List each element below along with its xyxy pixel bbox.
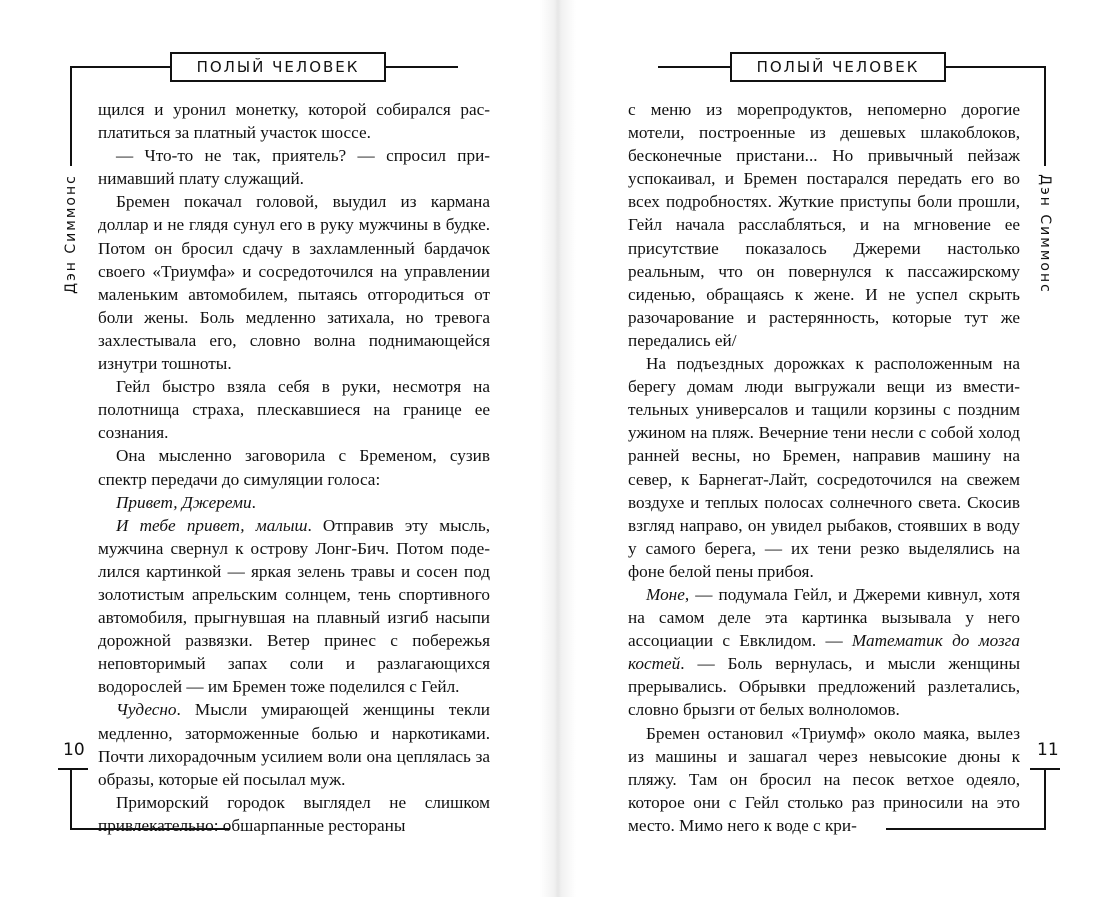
left-body-text	[98, 98, 490, 837]
header-rule-left-end	[386, 66, 458, 68]
header-rule-right-start	[658, 66, 732, 68]
header-rule-left	[70, 66, 170, 68]
italic-thought: Привет, Джереми	[116, 492, 252, 512]
paragraph-text: Бремен остановил «Триумф» около маяка, вылез из машины и зашагал через невысокие дюны к пляжу. Там он бросил на песок ветхое одеяло, которое они с Гейл столько раз приносили на это место. Мимо него к воде с кри-	[628, 723, 1020, 835]
paragraph-text: .	[251, 492, 256, 512]
paragraph-text: щился и уронил монетку, которой собирался расплатиться за платный участок шоссе.	[98, 100, 490, 143]
paragraph	[98, 791, 490, 837]
paragraph	[98, 98, 490, 144]
italic-thought: Математик до мозга костей	[628, 631, 1020, 674]
italic-thought: И тебе привет, малыш	[116, 515, 308, 535]
paragraph	[98, 375, 490, 444]
paragraph-text: , — подумала Гейл, и Джереми кивнул, хотя на самом деле эта картинка вызывала у него ассоциации с Евклидом. —	[628, 584, 1020, 651]
italic-thought: Чудесно	[116, 700, 177, 720]
right-body-text	[628, 98, 1020, 837]
side-rule-right-top	[1044, 66, 1046, 166]
paragraph	[98, 491, 490, 514]
paragraph-text: . — Боль вернулась, и мысли женщины прерывались. Обрывки предложений разлетались, словно брызги от белых волноломов.	[628, 654, 1020, 720]
folio-vertical-right	[1044, 768, 1046, 830]
paragraph-text: Гейл быстро взяла себя в руки, несмотря на полотнища страха, плескавшиеся на границе ее сознания.	[98, 377, 490, 443]
running-head-right: ПОЛЫЙ ЧЕЛОВЕК	[730, 52, 946, 82]
paragraph	[98, 190, 490, 375]
paragraph-text: Бремен покачал головой, выудил из кармана доллар и не глядя сунул его в руку мужчины в будке. Потом он бросил сдачу в захламленный бардачок своего «Триумфа» и сосредоточился на управлении маленьким автомобилем, пытаясь отгородиться от боли жены. Боль медленно затихала, но тревога захлестывала его, словно волна поднимающейся изнутри тошноты.	[98, 192, 490, 374]
paragraph	[98, 698, 490, 790]
paragraph-text: Она мысленно заговорила с Бременом, сузив спектр передачи до симуляции голоса:	[98, 446, 490, 489]
paragraph	[628, 352, 1020, 583]
paragraph-text: — Что-то не так, приятель? — спросил принимавший плату служащий.	[98, 146, 490, 189]
header-rule-right	[944, 66, 1046, 68]
page-number-left: 10	[63, 740, 85, 760]
paragraph	[628, 98, 1020, 352]
paragraph	[628, 583, 1020, 722]
paragraph	[98, 444, 490, 490]
italic-thought: Моне	[646, 584, 685, 604]
paragraph	[98, 144, 490, 190]
paragraph	[98, 514, 490, 699]
paragraph-text: с меню из морепродуктов, непомерно дорогие мотели, построенные из дешевых шлакоблоков, бесконечные пристани... Но привычный пейзаж успокаивал, и Бремен постарался передать его во всех подробностях. Жуткие приступы боли прошли, Гейл начала расслабляться, и на мгновение ее присутствие показалось Джереми настолько реальным, что он повернулся к пассажирскому сиденью, обращаясь к жене. И не успел скрыть разочарование и растерянность, которые тут же передались ей/	[628, 100, 1020, 350]
paragraph-text: . Отправив эту мысль, мужчина свернул к острову Лонг-Бич. Потом поделился картинкой — яркая зелень травы и сосен под золотистым апрельским солнцем, тень спортивного автомобиля, прыгнувшая на плавный изгиб насыпи дорожной развязки. Ветер принес с побережья неповторимый запах соли и разлагающихся водорослей — им Бремен тоже поделился с Гейл.	[98, 515, 491, 697]
book-gutter	[540, 0, 576, 897]
paragraph-text: . Мысли умирающей женщины текли медленно, заторможенные болью и наркотиками. Почти лихорадочным усилием воли она цеплялась за образы, которые ей посылал муж.	[98, 700, 490, 789]
author-name-left: Дэн Симмонс	[59, 166, 83, 302]
side-rule-left-top	[70, 66, 72, 166]
folio-rule-left	[58, 768, 88, 770]
paragraph	[628, 722, 1020, 837]
folio-vertical-left	[70, 768, 72, 830]
author-name-right: Дэн Симмонс	[1033, 166, 1057, 302]
paragraph-text: Приморский городок выглядел не слишком привлекательно: обшарпанные рестораны	[98, 792, 490, 835]
page-number-right: 11	[1037, 740, 1059, 760]
paragraph-text: На подъездных дорожках к расположенным на берегу домам люди выгружали вещи из вместительных универсалов и тащили корзины с поздним ужином на пляж. Вечерние тени несли с собой холод ранней весны, но Бремен, направив машину на север, к Барнегат-Лайт, сосредоточился на свежем воздухе и теплых полосах солнечного света. Скосив взгляд направо, он увидел рыбаков, стоявших в воду у самого берега, — их тени резко выделялись на фоне белой пены прибоя.	[628, 354, 1020, 581]
running-head-left: ПОЛЫЙ ЧЕЛОВЕК	[170, 52, 386, 82]
